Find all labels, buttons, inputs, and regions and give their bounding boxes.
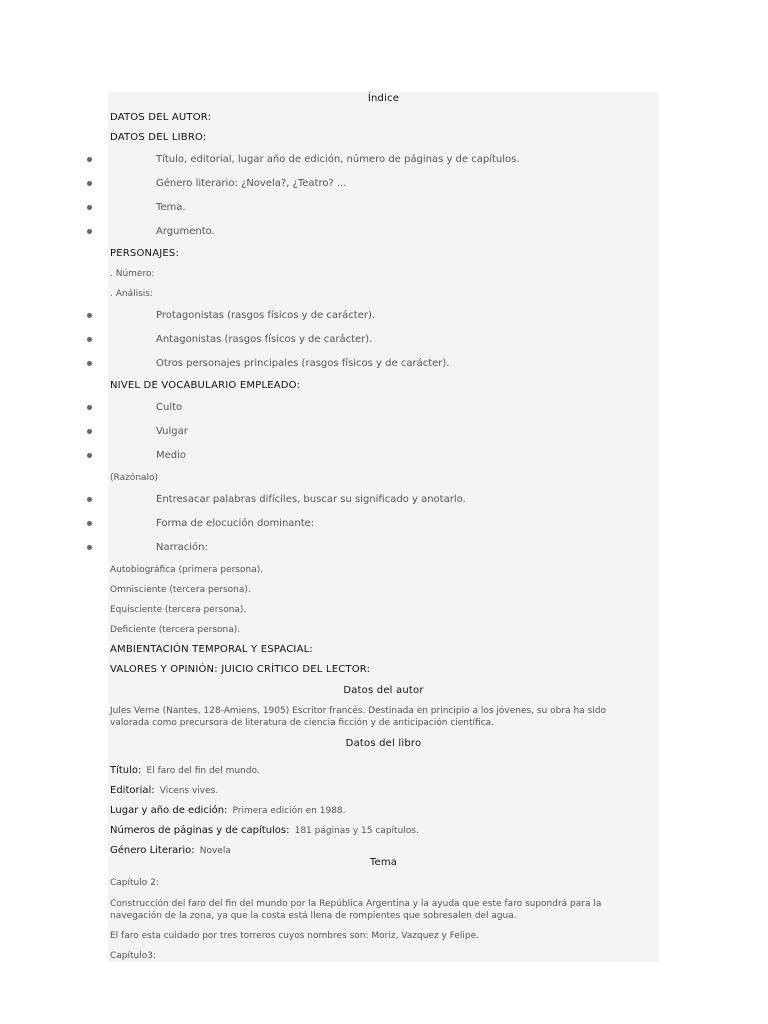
autor-paragraph: Jules Verne (Nantes, 128-Amiens, 1905) Escritor francés. Destinada en principio a los jóvenes, su obra ha sido valorada como precursora de literatura de ciencia ficción y de anticipación científica. — [110, 706, 606, 728]
autor-section-title: Datos del autor — [343, 685, 424, 696]
capitulo-2-paragraph: Construcción del faro del fin del mundo por la República Argentina y la ayuda que este faro supondrá para la navegación de la zona, ya que la costa está llena de rompientes que sobresalen del agua. — [110, 899, 602, 921]
capitulo-3-label: Capítulo3: — [110, 951, 157, 961]
field-label: Editorial: — [110, 785, 155, 796]
ambientacion-heading: AMBIENTACIÓN TEMPORAL Y ESPACIAL: — [110, 644, 313, 655]
datos-autor-heading: DATOS DEL AUTOR: — [110, 112, 212, 123]
narracion-type: Autobiográfica (primera persona). — [110, 565, 264, 575]
libro-field-genero — [110, 838, 231, 857]
field-label: Título: — [110, 765, 142, 776]
list-item: Culto — [156, 402, 183, 413]
bullet-icon — [87, 205, 92, 210]
razonalo-text: (Razónalo) — [110, 473, 159, 483]
list-item: Argumento. — [156, 226, 215, 237]
bullet-icon — [87, 337, 92, 342]
torreros-text: El faro esta cuidado por tres torreros cuyos nombres son: Moriz, Vazquez y Felipe. — [110, 931, 480, 941]
bullet-icon — [87, 181, 92, 186]
bullet-icon — [87, 453, 92, 458]
bullet-icon — [87, 361, 92, 366]
list-item: Antagonistas (rasgos físicos y de carácter). — [156, 334, 373, 345]
narracion-type: Omnisciente (tercera persona). — [110, 585, 251, 595]
list-item: Narración: — [156, 542, 208, 553]
analisis-label: . Análisis: — [110, 289, 154, 299]
libro-field-lugar — [110, 798, 346, 817]
list-item: Género literario: ¿Novela?, ¿Teatro? ... — [156, 178, 347, 189]
field-value: Novela — [199, 846, 231, 856]
field-value: El faro del fin del mundo. — [146, 766, 260, 776]
libro-field-titulo — [110, 758, 260, 777]
list-item: Entresacar palabras difíciles, buscar su significado y anotarlo. — [156, 494, 466, 505]
index-title: Índice — [367, 93, 400, 104]
field-value: 181 páginas y 15 capítulos. — [294, 826, 419, 836]
field-value: Vicens vives. — [159, 786, 219, 796]
list-item: Medio — [156, 450, 187, 461]
bullet-icon — [87, 405, 92, 410]
bullet-icon — [87, 313, 92, 318]
list-item: Tema. — [156, 202, 186, 213]
vocabulario-heading: NIVEL DE VOCABULARIO EMPLEADO: — [110, 380, 301, 391]
bullet-icon — [87, 497, 92, 502]
numero-label: . Número: — [110, 269, 155, 279]
bullet-icon — [87, 521, 92, 526]
tema-title: Tema — [369, 857, 398, 868]
bullet-icon — [87, 545, 92, 550]
bullet-icon — [87, 229, 92, 234]
field-label: Lugar y año de edición: — [110, 805, 228, 816]
field-label: Género Literario: — [110, 845, 195, 856]
field-label: Números de páginas y de capítulos: — [110, 825, 290, 836]
list-item: Título, editorial, lugar año de edición, número de páginas y de capítulos. — [156, 154, 520, 165]
list-item: Forma de elocución dominante: — [156, 518, 315, 529]
narracion-type: Deficiente (tercera persona). — [110, 625, 241, 635]
list-item: Otros personajes principales (rasgos físicos y de carácter). — [156, 358, 450, 369]
bullet-icon — [87, 157, 92, 162]
capitulo-2-label: Capítulo 2: — [110, 878, 159, 888]
libro-field-paginas — [110, 818, 419, 837]
field-value: Primera edición en 1988. — [232, 806, 346, 816]
list-item: Vulgar — [156, 426, 188, 437]
datos-libro-heading: DATOS DEL LIBRO: — [110, 132, 207, 143]
libro-section-title: Datos del libro — [345, 738, 422, 749]
list-item: Protagonistas (rasgos físicos y de carácter). — [156, 310, 376, 321]
bullet-icon — [87, 429, 92, 434]
personajes-heading: PERSONAJES: — [110, 248, 180, 259]
narracion-type: Equisciente (tercera persona). — [110, 605, 247, 615]
libro-field-editorial — [110, 778, 218, 797]
valores-heading: VALORES Y OPINIÓN: JUICIO CRÍTICO DEL LECTOR: — [110, 664, 371, 675]
